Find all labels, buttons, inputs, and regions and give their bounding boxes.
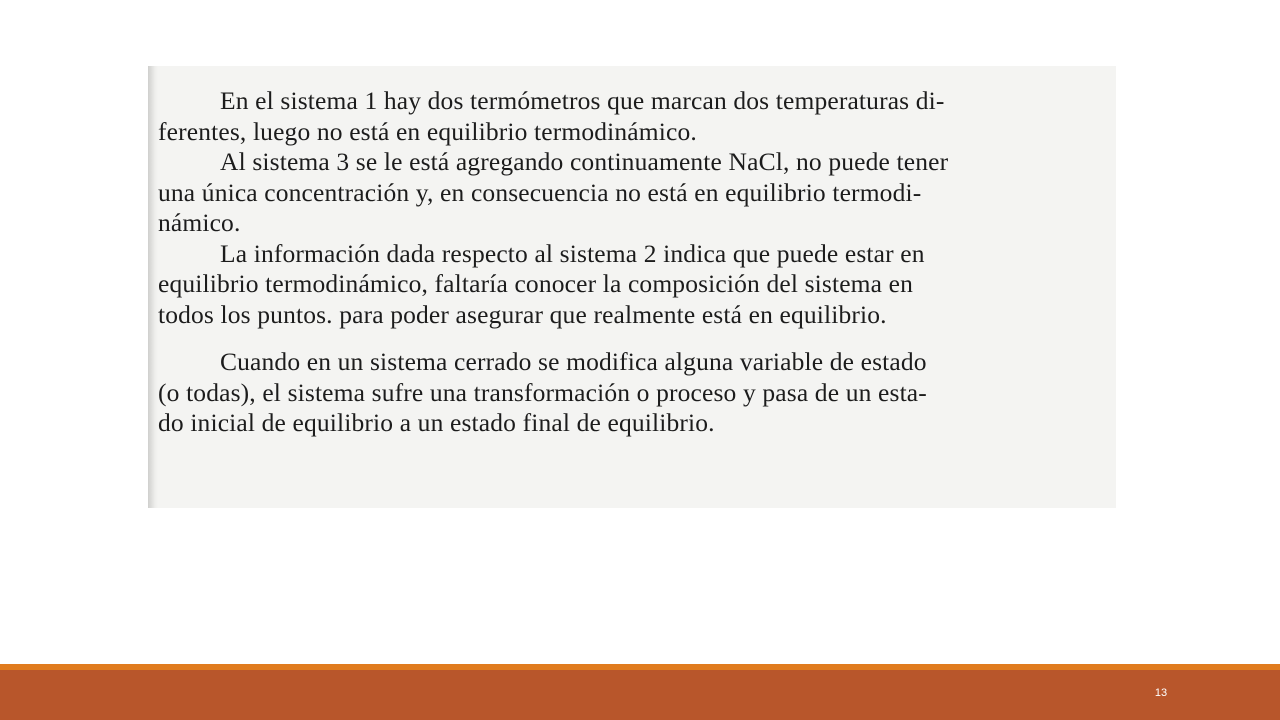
text-line: námico. <box>158 208 241 237</box>
text-line: una única concentración y, en consecuencia no está en equilibrio termodi- <box>158 177 922 207</box>
text-line: La información dada respecto al sistema 2 indica que puede estar en <box>220 238 925 268</box>
text-line: todos los puntos. para poder asegurar que realmente está en equilibrio. <box>158 299 887 329</box>
text-line: ferentes, luego no está en equilibrio termodinámico. <box>158 116 697 146</box>
text-line: Al sistema 3 se le está agregando continuamente NaCl, no puede tener <box>220 147 949 176</box>
text-line: equilibrio termodinámico, faltaría conocer la composición del sistema en <box>158 269 914 298</box>
slide-number: 13 <box>1154 687 1168 699</box>
footer-bar <box>0 670 1280 720</box>
text-line: En el sistema 1 hay dos termómetros que marcan dos temperaturas di- <box>220 86 945 115</box>
scanned-page <box>148 66 1116 508</box>
text-line: (o todas), el sistema sufre una transformación o proceso y pasa de un esta- <box>158 377 927 407</box>
text-line: Cuando en un sistema cerrado se modifica alguna variable de estado <box>220 347 927 376</box>
scanned-text-block <box>158 86 1108 439</box>
scan-shadow-edge <box>148 66 158 508</box>
text-line: do inicial de equilibrio a un estado final de equilibrio. <box>158 408 715 437</box>
